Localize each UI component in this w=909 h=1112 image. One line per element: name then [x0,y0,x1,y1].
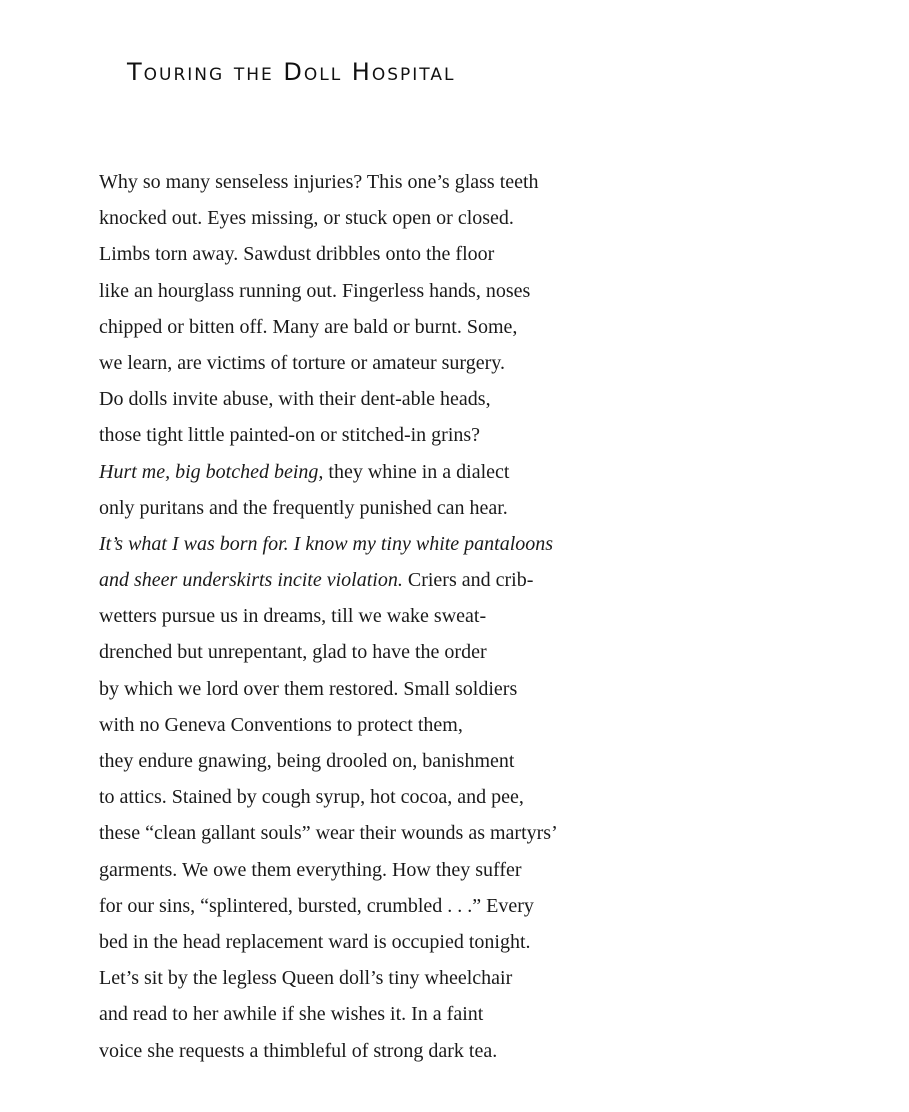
poem-line [99,562,899,598]
poem-line [99,634,899,670]
poem-line [99,924,899,960]
poem-line-text: garments. We owe them everything. How they suffer [99,858,522,881]
poem-line [99,345,899,381]
poem-body [99,164,899,1069]
poem-line-text: they endure gnawing, being drooled on, banishment [99,750,515,772]
poem-line [99,1033,899,1069]
poem-line [99,273,899,309]
poem-line [99,164,899,200]
poem-line [99,852,899,888]
poem-line-text: Limbs torn away. Sawdust dribbles onto the floor [99,243,495,266]
poem-line-text: they whine in a dialect [323,460,510,483]
poem-line-text: these “clean gallant souls” wear their wounds as martyrs’ [99,822,558,845]
poem-line [99,707,899,743]
poem-line [99,417,899,453]
poem-line [99,236,899,272]
poem-line-text: Let’s sit by the legless Queen doll’s tiny wheelchair [99,967,513,990]
poem-line-text: we learn, are victims of torture or amateur surgery. [99,351,505,374]
poem-line [99,454,899,490]
poem-line-text: Why so many senseless injuries? This one’s glass teeth [99,171,539,193]
poem-line-text: those tight little painted-on or stitched-in grins? [99,424,481,447]
poem-line-text: Do dolls invite abuse, with their dent-able heads, [99,388,491,411]
poem-line-text: for our sins, “splintered, bursted, crumbled . . .” Every [99,894,534,917]
poem-line-text: like an hourglass running out. Fingerless hands, noses [99,279,531,302]
poem-line-text: with no Geneva Conventions to protect them, [99,713,463,736]
poem-line [99,598,899,634]
poem-line [99,526,899,562]
poem-line-text: Criers and crib- [402,569,534,592]
poem-title: Touring the Doll Hospital [127,58,456,86]
poem-line [99,743,899,779]
poem-line [99,200,899,236]
poem-line-text: to attics. Stained by cough syrup, hot cocoa, and pee, [99,786,524,809]
poem-line [99,779,899,815]
poem-line-text: knocked out. Eyes missing, or stuck open or closed. [99,207,514,230]
poem-line [99,381,899,417]
poem-line [99,996,899,1032]
poem-line [99,671,899,707]
poem-line-text: bed in the head replacement ward is occupied tonight. [99,930,531,953]
poem-line [99,490,899,526]
poem-line [99,960,899,996]
poem-line-italic-text: It’s what I was born for. I know my tiny white pantaloons [99,532,554,555]
poem-line-italic-text: Hurt me, big botched being, [99,460,324,483]
poem-line [99,815,899,851]
poem-line-text: and read to her awhile if she wishes it. In a faint [99,1003,484,1026]
poem-line-text: drenched but unrepentant, glad to have the order [99,641,487,664]
poem-line-text: by which we lord over them restored. Small soldiers [99,677,518,700]
poem-line-text: wetters pursue us in dreams, till we wake sweat- [99,605,487,628]
poem-line-text: chipped or bitten off. Many are bald or burnt. Some, [99,315,518,338]
poem-line-text: only puritans and the frequently punished can hear. [99,496,508,519]
poem-line-text: voice she requests a thimbleful of strong dark tea. [99,1039,498,1062]
poem-line [99,309,899,345]
poem-line-italic-text: and sheer underskirts incite violation. [99,569,403,592]
poem-line [99,888,899,924]
